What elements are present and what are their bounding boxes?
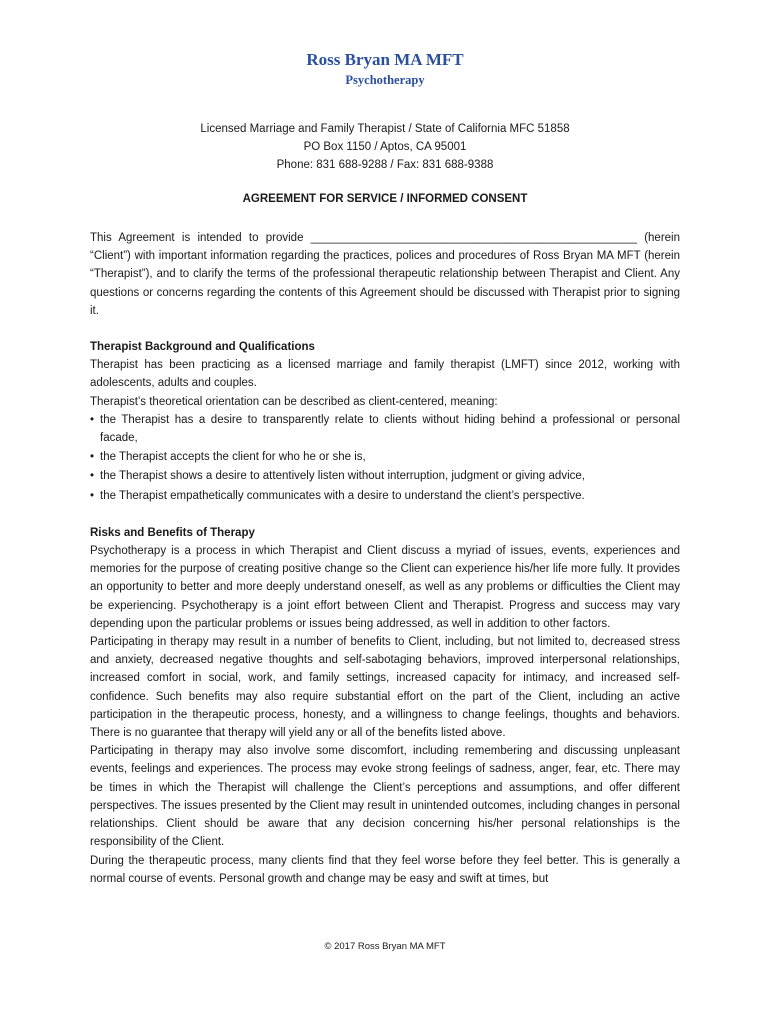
phone-line: Phone: 831 688-9288 / Fax: 831 688-9388 [276,159,494,171]
address-line: PO Box 1150 / Aptos, CA 95001 [303,141,467,153]
bullet-icon: • [90,451,95,464]
license-line: Licensed Marriage and Family Therapist / State of California MFC 51858 [200,123,570,135]
document-body [90,229,680,888]
intro-paragraph: This Agreement is intended to provide ___________________________________________________ (herein “Client”) with important information regarding the practices, polices and procedures of Ross Bryan MA MFT (herein “Therapist”), and to clarify the terms of the professional therapeutic relationship between Therapist and Client. Any questions or concerns regarding the contents of this Agreement should be discussed with Therapist prior to signing it. [90,232,680,317]
bullet-icon: • [90,470,95,483]
list-item-text: the Therapist has a desire to transparently relate to clients without hiding behind a professional or personal facade, [100,413,680,445]
risks-paragraph-2: Participating in therapy may result in a number of benefits to Client, including, but not limited to, decreased stress and anxiety, decreased negative thoughts and self-sabotaging behaviors, improved interpersonal relationships, increased comfort in social, work, and family settings, increased capacity for intimacy, and increased self-confidence. Such benefits may also require substantial effort on the part of the Client, including an active participation in the therapeutic process, honesty, and a willingness to change feelings, thoughts and behaviors. There is no guarantee that therapy will yield any or all of the benefits listed above. [90,636,680,740]
orientation-list [90,411,680,505]
background-paragraph-1: Therapist has been practicing as a licensed marriage and family therapist (LMFT) since 2012, working with adolescents, adults and couples. [90,359,680,390]
list-item [90,411,680,447]
risks-paragraph-4: During the therapeutic process, many clients find that they feel worse before they feel better. This is generally a normal course of events. Personal growth and change may be easy and swift at times, but [90,854,680,885]
bullet-icon: • [90,413,95,426]
list-item [90,467,680,485]
risks-paragraph-3: Participating in therapy may also involve some discomfort, including remembering and discussing unpleasant events, feelings and experiences. The process may evoke strong feelings of sadness, anger, fear, etc. There may be times in which the Therapist will challenge the Client’s perceptions and assumptions, and offer different perspectives. The issues presented by the Client may result in unintended outcomes, including changes in personal relationships. Client should be aware that any decision concerning his/her personal relationships is the responsibility of the Client. [90,745,680,849]
background-heading: Therapist Background and Qualifications [90,341,315,354]
contact-block [0,120,770,174]
risks-paragraph-1: Psychotherapy is a process in which Therapist and Client discuss a myriad of issues, events, experiences and memories for the purpose of creating positive change so the Client can experience his/her life more fully. It provides an opportunity to better and more deeply understand oneself, as well as any problems or difficulties the Client may be experiencing. Psychotherapy is a joint effort between Client and Therapist. Progress and success may vary depending upon the particular problems or issues being addressed, as well in addition to other factors. [90,545,680,630]
list-item-text: the Therapist accepts the client for who he or she is, [100,451,366,464]
list-item [90,487,680,505]
section-spacer [90,320,680,338]
background-paragraph-2: Therapist’s theoretical orientation can be described as client-centered, meaning: [90,395,498,408]
practice-subtitle: Psychotherapy [345,73,425,87]
section-spacer [90,506,680,524]
risks-heading: Risks and Benefits of Therapy [90,526,255,539]
list-item [90,448,680,466]
list-item-text: the Therapist empathetically communicates with a desire to understand the client’s perspective. [100,489,585,502]
practitioner-name: Ross Bryan MA MFT [306,50,464,69]
document-title: AGREEMENT FOR SERVICE / INFORMED CONSENT [242,193,528,205]
list-item-text: the Therapist shows a desire to attentively listen without interruption, judgment or giving advice, [100,470,585,483]
copyright-footer: © 2017 Ross Bryan MA MFT [324,941,446,952]
bullet-icon: • [90,489,95,502]
